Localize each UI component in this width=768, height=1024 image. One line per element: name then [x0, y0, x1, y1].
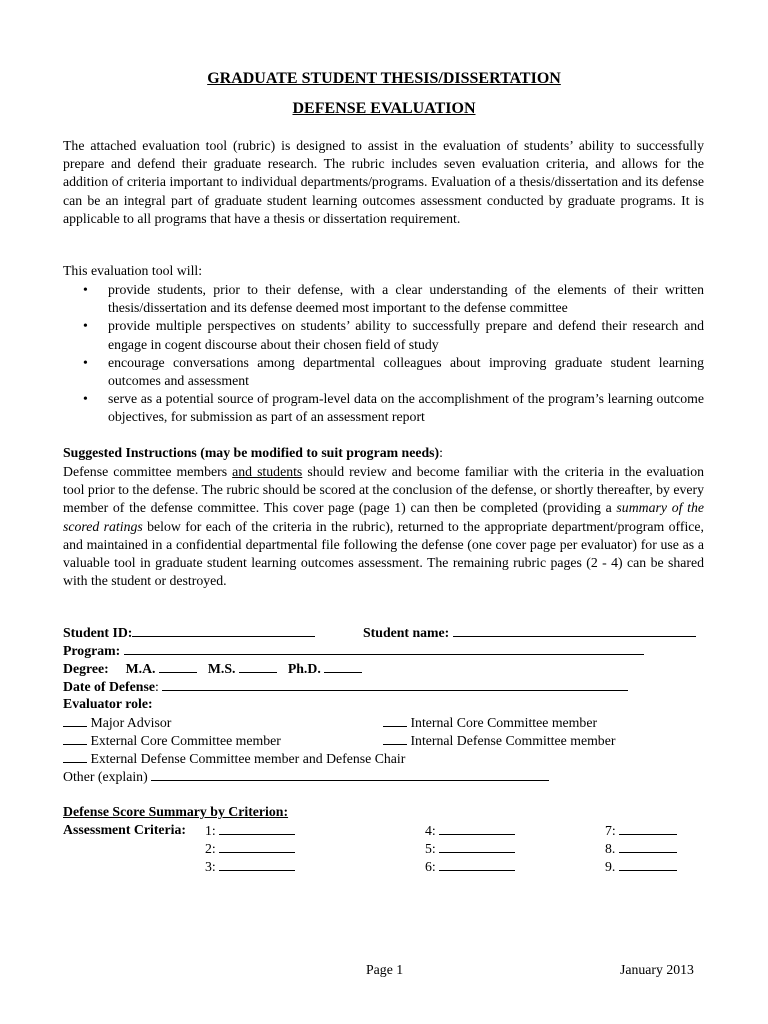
role-label: External Core Committee member	[90, 733, 281, 748]
document-title-line1: GRADUATE STUDENT THESIS/DISSERTATION	[207, 70, 561, 87]
role-label: External Defense Committee member and Defense Chair	[90, 751, 406, 766]
criterion-5	[425, 840, 515, 857]
criterion-number: 4:	[425, 823, 436, 838]
document-title-line2: DEFENSE EVALUATION	[292, 100, 476, 117]
criterion-score-field[interactable]	[439, 822, 515, 835]
criterion-number: 2:	[205, 841, 216, 856]
criterion-number: 5:	[425, 841, 436, 856]
criterion-4	[425, 822, 515, 839]
criterion-number: 7:	[605, 823, 616, 838]
criterion-1	[205, 822, 295, 839]
footer-date: January 2013	[620, 962, 694, 977]
role-other	[63, 768, 549, 785]
criterion-6	[425, 858, 515, 875]
tool-purpose-list	[63, 281, 704, 427]
degree-ms-field[interactable]	[239, 660, 277, 673]
instructions-text-2: should review and become familiar with the criteria in the evaluation tool prior to the defense. The rubric should be scored at the conclusion of the defense, or shortly thereafter, by every member of the defense committee. This cover page (page 1) can then be completed (providing a	[63, 464, 704, 516]
student-name-label: Student name:	[363, 625, 450, 640]
date-label: Date of Defense	[63, 679, 155, 694]
criterion-score-field[interactable]	[219, 858, 295, 871]
role-external-defense-chair	[63, 750, 405, 767]
page-number: Page 1	[366, 962, 404, 977]
student-id-row	[63, 624, 315, 641]
instructions-text-3: below for each of the criteria in the rubric), returned to the appropriate department/program office, and maintained in a confidential departmental file following the defense (one cover page per evaluator) for use as a valuable tool in graduate student learning outcomes assessment. The remaining rubric pages (2 - 4) can be shared with the student or destroyed.	[63, 518, 704, 589]
criterion-number: 6:	[425, 859, 436, 874]
criterion-number: 3:	[205, 859, 216, 874]
list-item: • encourage conversations among departmental colleagues about improving graduate student learning outcomes and assessment	[63, 354, 704, 390]
criterion-number: 8.	[605, 841, 616, 856]
program-field[interactable]	[124, 642, 644, 655]
evaluator-role-label: Evaluator role:	[63, 696, 153, 711]
criterion-8	[605, 840, 677, 857]
degree-ms-label: M.S.	[207, 661, 236, 676]
criterion-score-field[interactable]	[219, 822, 295, 835]
instructions-heading-text: Suggested Instructions (may be modified to suit program needs)	[63, 445, 440, 460]
list-item: • provide students, prior to their defense, with a clear understanding of the elements of their written thesis/dissertation and its defense deemed most important to the defense committee	[63, 281, 704, 317]
degree-phd-field[interactable]	[324, 660, 362, 673]
role-checkbox[interactable]	[383, 732, 407, 745]
instructions-underlined: and students	[232, 464, 303, 479]
role-label: Major Advisor	[90, 715, 172, 730]
criterion-score-field[interactable]	[439, 858, 515, 871]
criterion-number: 9.	[605, 859, 616, 874]
criterion-2	[205, 840, 295, 857]
criterion-score-field[interactable]	[619, 858, 677, 871]
role-checkbox[interactable]	[383, 714, 407, 727]
student-id-label: Student ID:	[63, 625, 133, 640]
criterion-7	[605, 822, 677, 839]
role-other-field[interactable]	[151, 768, 549, 781]
role-major-advisor	[63, 714, 171, 731]
criterion-score-field[interactable]	[619, 822, 677, 835]
role-internal-defense	[383, 732, 615, 749]
role-checkbox[interactable]	[63, 714, 87, 727]
instructions-italic: summary of the scored ratings	[63, 500, 704, 534]
date-field[interactable]	[162, 678, 628, 691]
student-id-field[interactable]	[132, 624, 315, 637]
role-checkbox[interactable]	[63, 750, 87, 763]
role-label: Internal Core Committee member	[410, 715, 598, 730]
criterion-3	[205, 858, 295, 875]
intro-lead: This evaluation tool will:	[63, 263, 203, 278]
program-row	[63, 642, 644, 659]
instructions-text-1: Defense committee members	[63, 464, 233, 479]
criterion-score-field[interactable]	[619, 840, 677, 853]
role-checkbox[interactable]	[63, 732, 87, 745]
role-label: Internal Defense Committee member	[410, 733, 616, 748]
date-colon: :	[154, 679, 159, 694]
intro-paragraph: The attached evaluation tool (rubric) is designed to assist in the evaluation of students’ ability to successfully prepare and defend their graduate research. The rubric includes seven evaluation criteria, and allows for the addition of criteria important to individual departments/programs. Evaluation of a thesis/dissertation and its defense can be an integral part of graduate student learning outcomes assessment conducted by graduate programs. It is applicable to all programs that have a thesis or dissertation requirement.	[63, 138, 704, 226]
degree-label: Degree:	[63, 661, 109, 676]
role-internal-core	[383, 714, 597, 731]
criteria-label: Assessment Criteria:	[63, 822, 186, 837]
list-item: • provide multiple perspectives on students’ ability to successfully prepare and defend their research and engage in cogent discourse about their chosen field of study	[63, 317, 704, 353]
criterion-score-field[interactable]	[439, 840, 515, 853]
score-summary-heading: Defense Score Summary by Criterion:	[63, 804, 289, 819]
criterion-9	[605, 858, 677, 875]
instructions-heading-colon: :	[439, 445, 443, 460]
student-name-row	[363, 624, 696, 641]
degree-phd-label: Ph.D.	[287, 661, 321, 676]
role-label: Other (explain)	[63, 769, 148, 784]
degree-ma-label: M.A.	[125, 661, 156, 676]
degree-ma-field[interactable]	[159, 660, 197, 673]
degree-row	[63, 660, 362, 677]
instructions-paragraph	[63, 463, 704, 590]
date-row	[63, 678, 628, 695]
instructions-heading	[63, 445, 443, 461]
role-external-core	[63, 732, 281, 749]
list-item: • serve as a potential source of program-level data on the accomplishment of the program’s learning outcome objectives, for submission as part of an assessment report	[63, 390, 704, 426]
student-name-field[interactable]	[453, 624, 696, 637]
criterion-score-field[interactable]	[219, 840, 295, 853]
criterion-number: 1:	[205, 823, 216, 838]
program-label: Program:	[63, 643, 121, 658]
